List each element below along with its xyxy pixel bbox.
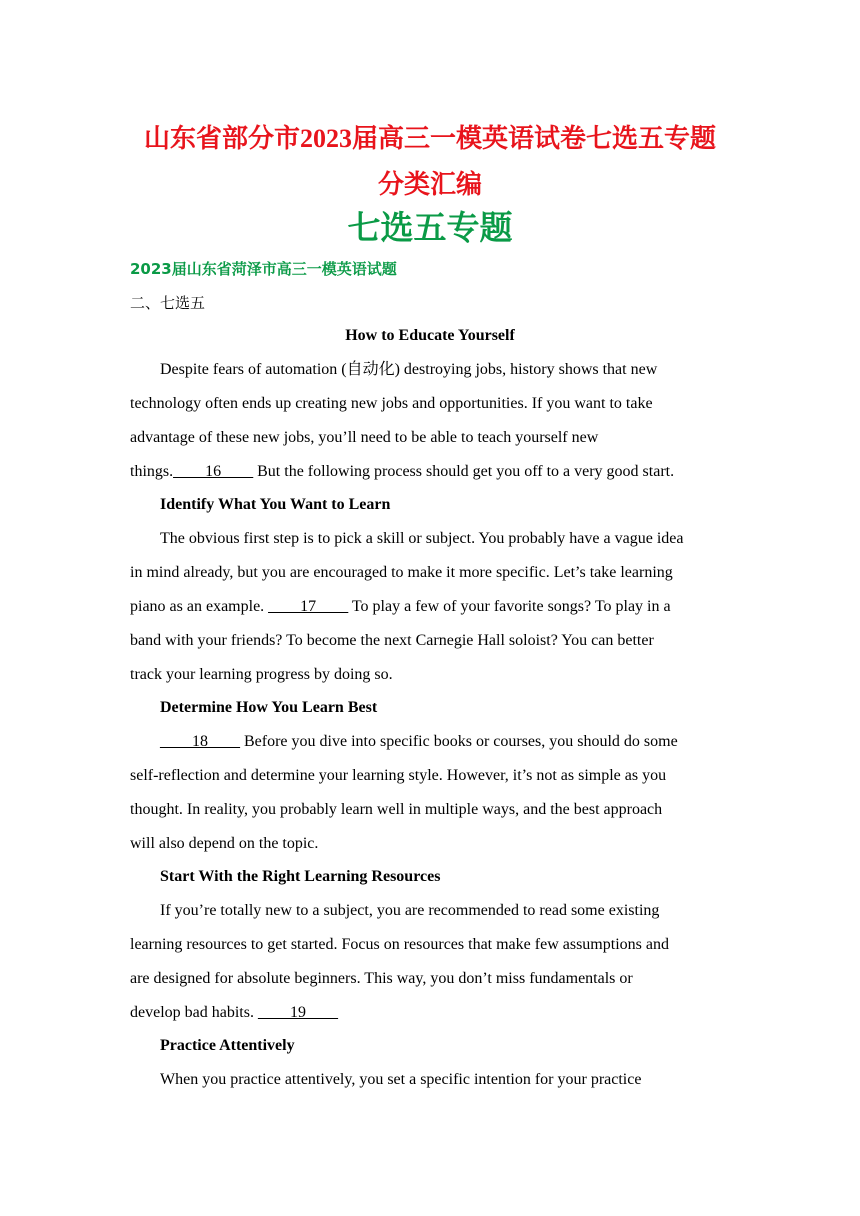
p3-line-1-end: Before you dive into specific books or courses, you should do some (240, 733, 678, 750)
p1-line-3: advantage of these new jobs, you’ll need to be able to teach yourself new (130, 429, 599, 446)
main-title-line-1: 山东省部分市2023届高三一模英语试卷七选五专题 (143, 124, 716, 153)
p3-line-4: will also depend on the topic. (130, 835, 319, 852)
p1-line-4 (130, 458, 674, 486)
article-title: How to Educate Yourself (345, 327, 515, 344)
p2-line-3-end: To play a few of your favorite songs? To play in a (348, 598, 671, 615)
p2-line-3-start: piano as an example. (130, 598, 269, 615)
blank-18: ____18____ (160, 733, 240, 750)
exam-source: 2023届山东省菏泽市高三一模英语试题 (130, 260, 397, 278)
p2-line-1: The obvious first step is to pick a skill or subject. You probably have a vague idea (160, 530, 684, 547)
heading-determine: Determine How You Learn Best (160, 699, 378, 716)
p1-line-4-start: things. (130, 463, 174, 480)
p3-line-2: self-reflection and determine your learning style. However, it’s not as simple as you (130, 767, 667, 784)
p2-line-4: band with your friends? To become the next Carnegie Hall soloist? You can better (130, 632, 654, 649)
p1-line-2: technology often ends up creating new jobs and opportunities. If you want to take (130, 395, 653, 412)
p2-line-5: track your learning progress by doing so. (130, 666, 393, 683)
section-title: 七选五专题 (347, 208, 513, 247)
p3-line-1 (160, 728, 678, 756)
p3-line-3: thought. In reality, you probably learn well in multiple ways, and the best approach (130, 801, 663, 818)
p4-line-4 (130, 999, 338, 1027)
p4-line-2: learning resources to get started. Focus on resources that make few assumptions and (130, 936, 669, 953)
blank-19: ____19____ (257, 1004, 338, 1021)
main-title-line-2: 分类汇编 (377, 170, 482, 199)
blank-17: ____17____ (268, 598, 349, 615)
p2-line-2: in mind already, but you are encouraged to make it more specific. Let’s take learning (130, 564, 673, 581)
p4-line-3: are designed for absolute beginners. This way, you don’t miss fundamentals or (130, 970, 633, 987)
p5-line-1: When you practice attentively, you set a specific intention for your practice (160, 1071, 642, 1088)
p1-line-1: Despite fears of automation (自动化) destroying jobs, history shows that new (160, 361, 658, 378)
p4-line-4-start: develop bad habits. (130, 1004, 258, 1021)
blank-16: ____16____ (173, 463, 254, 480)
heading-identify: Identify What You Want to Learn (160, 496, 391, 513)
p2-line-3 (130, 593, 671, 621)
heading-practice: Practice Attentively (160, 1037, 295, 1054)
p4-line-1: If you’re totally new to a subject, you are recommended to read some existing (160, 902, 660, 919)
part-label: 二、七选五 (130, 294, 206, 312)
heading-start: Start With the Right Learning Resources (160, 868, 441, 885)
p1-line-4-end: But the following process should get you off to a very good start. (253, 463, 675, 480)
